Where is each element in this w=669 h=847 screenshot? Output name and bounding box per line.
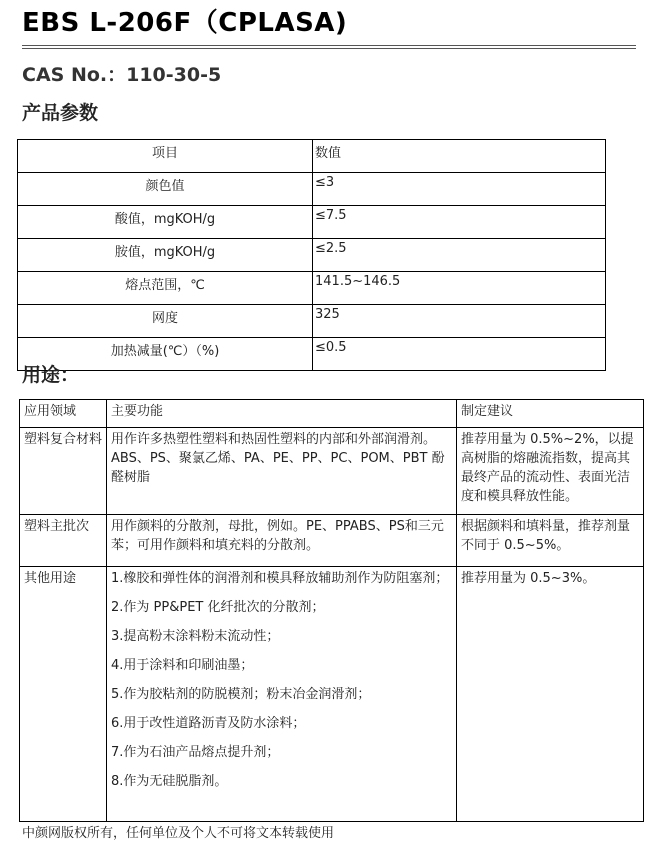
table-row xyxy=(20,428,644,515)
list-item: 1.橡胶和弹性体的润滑剂和模具释放辅助剂作为防阻塞剂； xyxy=(111,571,449,586)
param-value: ≤2.5 xyxy=(313,239,606,272)
table-row xyxy=(18,206,606,239)
table-row xyxy=(18,239,606,272)
list-item: 2.作为 PP&PET 化纤批次的分散剂； xyxy=(111,600,325,615)
header-value: 数值 xyxy=(313,140,606,173)
title-divider xyxy=(22,45,636,46)
table-header-row xyxy=(18,140,606,173)
params-heading: 产品参数 xyxy=(22,102,99,124)
list-item: 8.作为无硅脱脂剂。 xyxy=(111,774,228,789)
param-name: 颜色值 xyxy=(18,173,313,206)
param-name: 酸值，mgKOH/g xyxy=(18,206,313,239)
usage-advice: 根据颜料和填料量，推荐剂量不同于 0.5~5%。 xyxy=(457,515,644,567)
copyright-footer: 中颜网版权所有，任何单位及个人不可将文本转载使用 xyxy=(22,826,335,841)
param-value: ≤3 xyxy=(313,173,606,206)
usage-function: 用作颜料的分散剂，母批，例如。PE、PPABS、PS和三元苯；可用作颜料和填充料的分散剂。 xyxy=(107,515,457,567)
table-row xyxy=(18,305,606,338)
usage-function: 用作许多热塑性塑料和热固性塑料的内部和外部润滑剂。ABS、PS、聚氯乙烯、PA、PE、PP、PC、POM、PBT 酚醛树脂 xyxy=(107,428,457,515)
usage-field: 塑料主批次 xyxy=(20,515,107,567)
header-function: 主要功能 xyxy=(107,400,457,428)
usage-field: 塑料复合材料 xyxy=(20,428,107,515)
list-item: 7.作为石油产品熔点提升剂； xyxy=(111,745,280,760)
param-value: ≤0.5 xyxy=(313,338,606,371)
table-row xyxy=(20,567,644,822)
header-field: 应用领域 xyxy=(20,400,107,428)
list-item: 6.用于改性道路沥青及防水涂料； xyxy=(111,716,306,731)
cas-number: CAS No.：110-30-5 xyxy=(22,64,222,86)
param-name: 加热减量(℃）（%) xyxy=(18,338,313,371)
list-item: 5.作为胶粘剂的防脱模剂；粉末冶金润滑剂； xyxy=(111,687,371,702)
usage-table xyxy=(19,399,644,822)
header-item: 项目 xyxy=(18,140,313,173)
usage-function-list xyxy=(107,567,457,822)
title-divider-secondary xyxy=(22,48,636,49)
table-row xyxy=(18,173,606,206)
param-name: 胺值，mgKOH/g xyxy=(18,239,313,272)
table-row xyxy=(20,515,644,567)
param-value: 141.5~146.5 xyxy=(313,272,606,305)
usage-heading: 用途： xyxy=(22,364,80,386)
param-name: 网度 xyxy=(18,305,313,338)
header-advice: 制定建议 xyxy=(457,400,644,428)
usage-field: 其他用途 xyxy=(20,567,107,822)
param-name: 熔点范围，℃ xyxy=(18,272,313,305)
usage-advice: 推荐用量为 0.5~3%。 xyxy=(457,567,644,822)
params-table xyxy=(17,139,606,371)
usage-advice: 推荐用量为 0.5%~2%，以提高树脂的熔融流指数，提高其最终产品的流动性、表面光洁度和模具释放性能。 xyxy=(457,428,644,515)
param-value: 325 xyxy=(313,305,606,338)
list-item: 3.提高粉末涂料粉末流动性； xyxy=(111,629,280,644)
table-row xyxy=(18,272,606,305)
product-title: EBS L-206F（CPLASA) xyxy=(22,8,348,38)
param-value: ≤7.5 xyxy=(313,206,606,239)
list-item: 4.用于涂料和印刷油墨； xyxy=(111,658,254,673)
table-header-row xyxy=(20,400,644,428)
table-row xyxy=(18,338,606,371)
